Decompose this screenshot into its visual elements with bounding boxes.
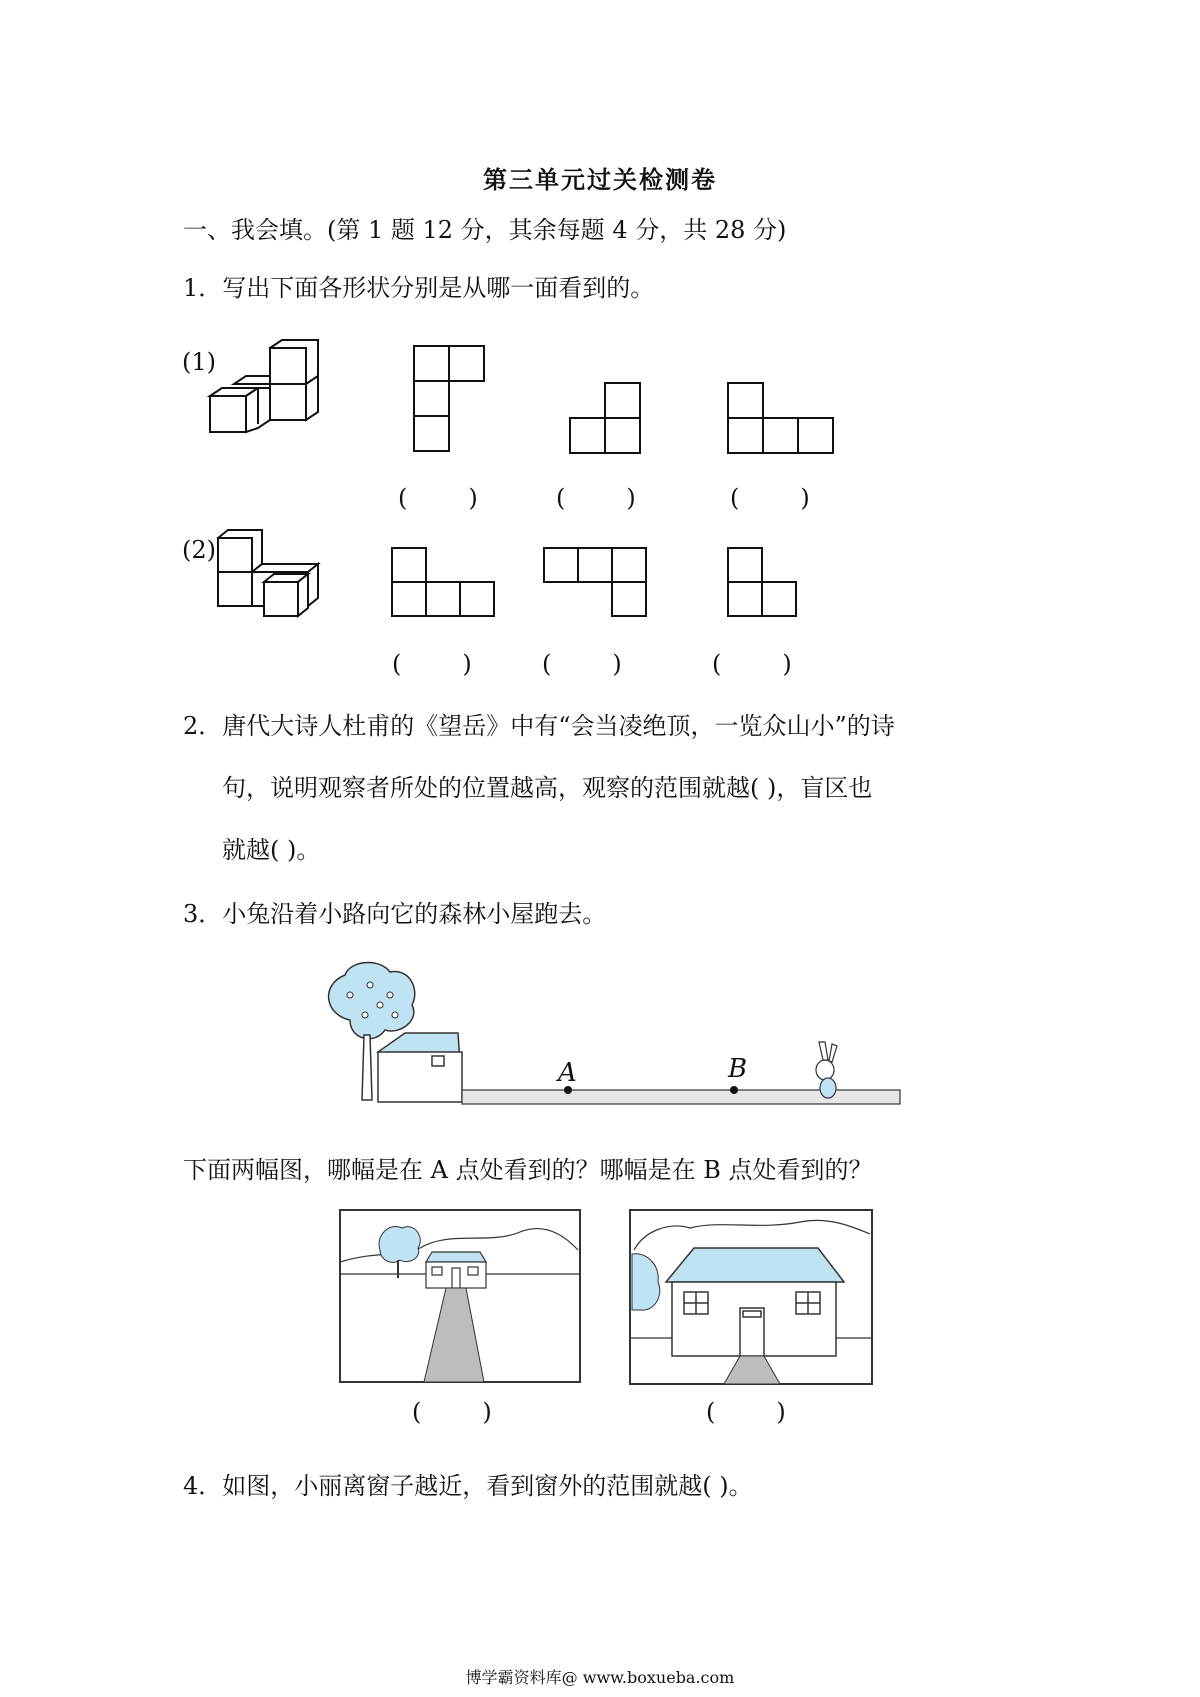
question-3-text: 3．小兔沿着小路向它的森林小屋跑去。 xyxy=(183,900,607,928)
house-icon xyxy=(426,1252,486,1288)
question-2-line-1: 2．唐代大诗人杜甫的《望岳》中有“会当凌绝顶，一览众山小”的诗 xyxy=(183,712,895,740)
house-icon xyxy=(378,1033,462,1102)
q1-part1-view-a xyxy=(414,346,494,456)
question-1-text: 1．写出下面各形状分别是从哪一面看到的。 xyxy=(183,274,655,302)
picture-2-blank[interactable]: ( ) xyxy=(706,1398,786,1426)
question-4-text: 4．如图，小丽离窗子越近，看到窗外的范围就越( )。 xyxy=(183,1472,753,1500)
q1-part1-view-c xyxy=(728,383,838,463)
q1-part2-blank-3[interactable]: ( ) xyxy=(712,650,792,678)
question-2-line-2: 句，说明观察者所处的位置越高，观察的范围就越( )，盲区也 xyxy=(222,774,873,802)
question-2-line-3: 就越( )。 xyxy=(222,836,321,864)
part-1-label: (1) xyxy=(182,348,216,376)
q1-part1-blank-2[interactable]: ( ) xyxy=(556,484,636,512)
point-b-label: B xyxy=(728,1054,748,1084)
footer-watermark: 博学霸资料库@ www.boxueba.com xyxy=(465,1668,735,1687)
page-title: 第三单元过关检测卷 xyxy=(483,165,717,194)
q1-part1-view-b xyxy=(570,383,650,463)
view-picture-2 xyxy=(630,1210,872,1384)
point-a-label: A xyxy=(558,1058,577,1088)
q1-part2-view-a xyxy=(392,548,502,628)
part-2-label: (2) xyxy=(182,536,216,564)
q1-part1-solid-figure xyxy=(210,340,330,460)
q1-part1-blank-3[interactable]: ( ) xyxy=(730,484,810,512)
view-picture-1 xyxy=(340,1210,580,1382)
q1-part2-view-c xyxy=(728,548,808,628)
q1-part2-blank-1[interactable]: ( ) xyxy=(392,650,472,678)
section-heading: 一、我会填。(第 1 题 12 分，其余每题 4 分，共 28 分) xyxy=(183,216,787,244)
picture-1-blank[interactable]: ( ) xyxy=(412,1398,492,1426)
q1-part2-view-b xyxy=(544,548,654,628)
q1-part1-blank-1[interactable]: ( ) xyxy=(398,484,478,512)
house-icon xyxy=(666,1248,844,1356)
q1-part2-blank-2[interactable]: ( ) xyxy=(542,650,622,678)
road-scene-illustration xyxy=(320,960,900,1110)
question-3-prompt: 下面两幅图，哪幅是在 A 点处看到的？哪幅是在 B 点处看到的？ xyxy=(183,1156,873,1184)
q1-part2-solid-figure xyxy=(210,530,340,630)
